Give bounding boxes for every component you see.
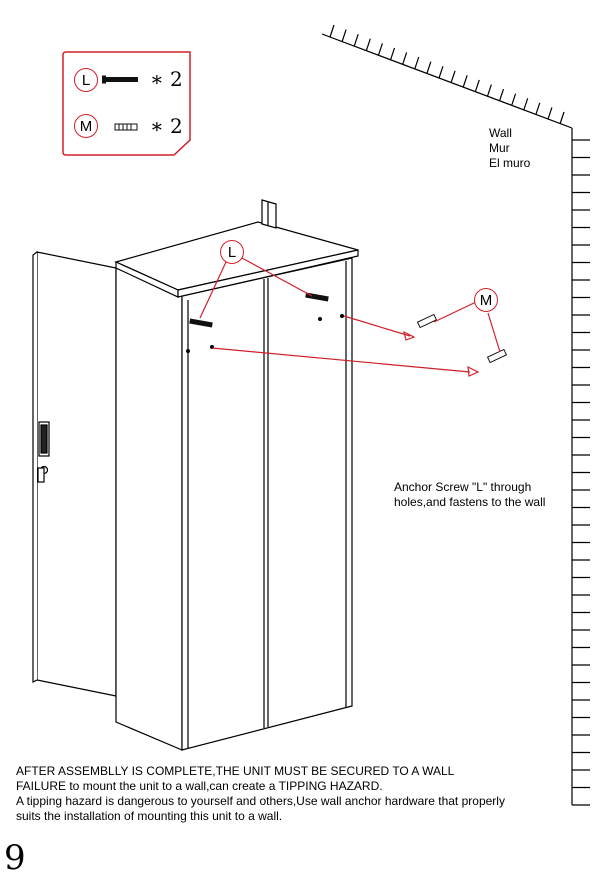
diagram-callout-m: M [474, 288, 498, 312]
wall-hatch-mark [524, 98, 528, 110]
wall-hatch-mark [560, 112, 564, 124]
anchor-instruction-line-1: Anchor Screw "L" through [394, 480, 532, 494]
page-number: 9 [4, 838, 26, 878]
wall-hatch-mark [499, 89, 503, 101]
warning-line-2: FAILURE to mount the unit to a wall,can create a TIPPING HAZARD. [16, 779, 383, 793]
part-m-circle: M [74, 114, 98, 138]
wall-labels [489, 126, 530, 171]
anchor-instruction-line-2: holes,and fastens to the wall [394, 495, 546, 509]
screw-l-icon [102, 76, 138, 84]
wall-hatch-mark [475, 80, 479, 92]
wall-hatch-mark [487, 85, 491, 97]
warning-line-1: AFTER ASSEMBLLY IS COMPLETE,THE UNIT MUST BE SECURED TO A WALL [16, 764, 455, 778]
wall-label-en: Wall [489, 126, 512, 140]
wall-hatch-mark [342, 30, 346, 42]
cabinet [33, 200, 358, 750]
wall-hatch-mark [403, 52, 407, 64]
wall-hatch-mark [378, 43, 382, 55]
anchor-m-icon [115, 124, 137, 130]
part-l-circle: L [74, 68, 98, 92]
wall-hatch-mark [354, 34, 358, 46]
wall [322, 25, 590, 805]
wall-label-fr: Mur [489, 141, 510, 155]
wall-hatch-mark [415, 57, 419, 69]
wall-hatch-mark [391, 48, 395, 60]
wall-hatch-mark [330, 25, 334, 37]
wall-hatch-mark [512, 94, 516, 106]
part-l-quantity: ∗ 2 [150, 67, 183, 91]
wall-hatch-mark [451, 71, 455, 83]
anchor-m-diagram [418, 314, 507, 362]
wall-hatch-mark [548, 107, 552, 119]
diagram-callout-l: L [220, 240, 244, 264]
wall-hatch-mark [463, 75, 467, 87]
wall-hatch-mark [366, 39, 370, 51]
warning-line-4: suits the installation of mounting this unit to a wall. [16, 809, 283, 823]
wall-label-es: El muro [489, 156, 531, 170]
warning-line-3: A tipping hazard is dangerous to yourself and others,Use wall anchor hardware that properly [16, 794, 505, 808]
safety-warning [16, 764, 586, 824]
wall-hatch-mark [439, 66, 443, 78]
wall-hatch-mark [536, 103, 540, 115]
anchor-instruction [394, 480, 545, 510]
part-m-quantity: ∗ 2 [150, 114, 183, 138]
wall-hatch-mark [427, 62, 431, 74]
